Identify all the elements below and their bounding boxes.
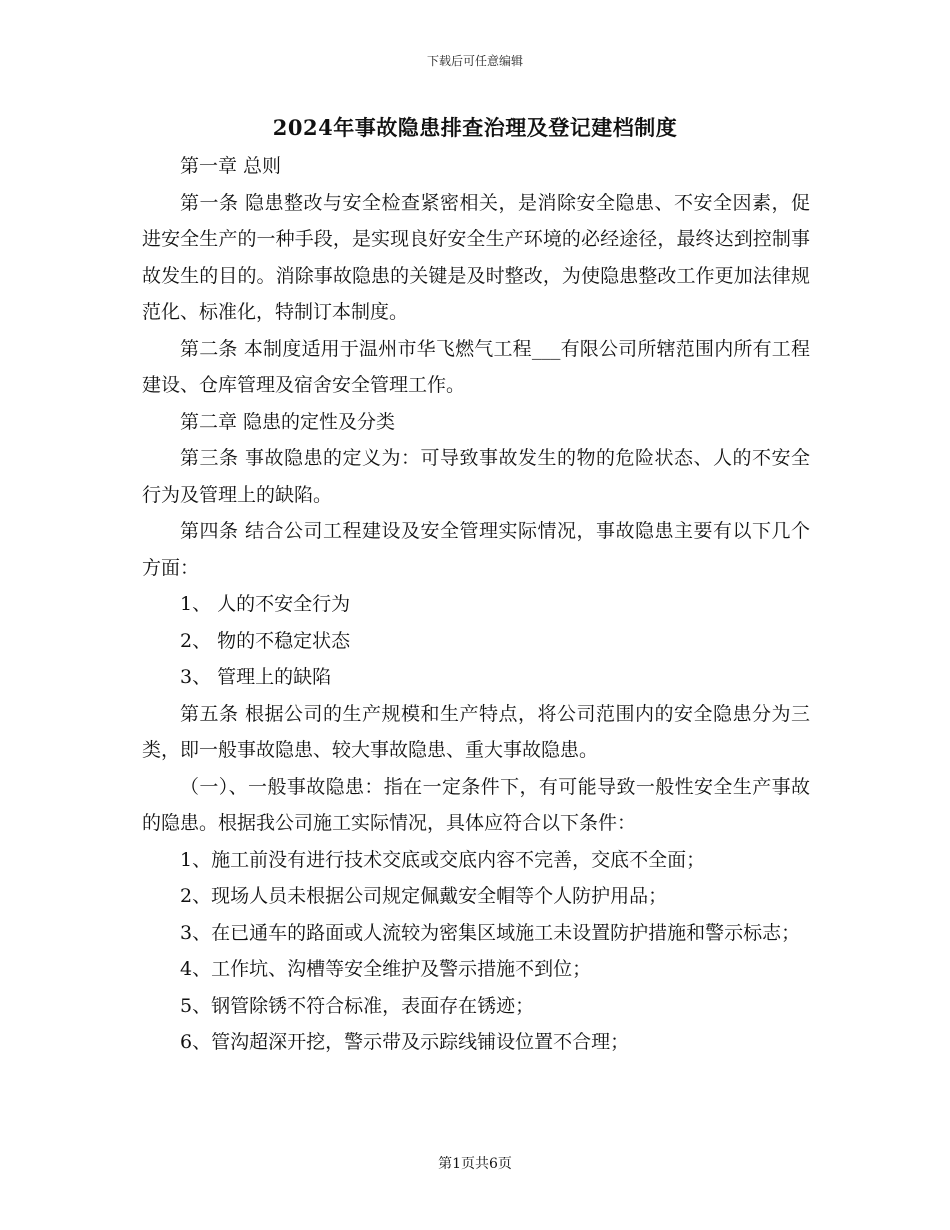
body-paragraph: 第二条 本制度适用于温州市华飞燃气工程___有限公司所辖范围内所有工程建设、仓库管理及宿舍安全管理工作。: [142, 337, 810, 396]
list-item: 2、 物的不稳定状态: [180, 629, 351, 652]
list-item: 6、管沟超深开挖，警示带及示踪线铺设位置不合理；: [180, 1031, 630, 1053]
chapter-heading: 第一章 总则: [180, 155, 282, 177]
document-body: [142, 148, 810, 1061]
list-item: 3、 管理上的缺陷: [180, 666, 332, 688]
body-paragraph: 第三条 事故隐患的定义为：可导致事故发生的物的危险状态、人的不安全行为及管理上的缺陷。: [142, 447, 810, 506]
body-paragraph: 第四条 结合公司工程建设及安全管理实际情况，事故隐患主要有以下几个方面：: [142, 520, 810, 579]
chapter-heading: 第二章 隐患的定性及分类: [180, 410, 396, 433]
page-number-footer: 第1页共6页: [438, 1156, 512, 1172]
list-item: 5、钢管除锈不符合标准，表面存在锈迹；: [180, 994, 535, 1017]
list-item: 1、 人的不安全行为: [180, 593, 351, 615]
list-item: 2、现场人员未根据公司规定佩戴安全帽等个人防护用品；: [180, 885, 668, 907]
body-paragraph: （一）、一般事故隐患：指在一定条件下，有可能导致一般性安全生产事故的隐患。根据我公司施工实际情况，具体应符合以下条件：: [142, 775, 810, 834]
list-item: 3、在已通车的路面或人流较为密集区域施工未设置防护措施和警示标志；: [180, 921, 801, 944]
list-item: 4、工作坑、沟槽等安全维护及警示措施不到位；: [180, 958, 592, 980]
document-title: 2024年事故隐患排查治理及登记建档制度: [272, 115, 678, 140]
body-paragraph: 第一条 隐患整改与安全检查紧密相关，是消除安全隐患、不安全因素，促进安全生产的一种手段，是实现良好安全生产环境的必经途径，最终达到控制事故发生的目的。消除事故隐患的关键是及时整改，为使隐患整改工作更加法律规范化、标准化，特制订本制度。: [142, 191, 810, 323]
list-item: 1、施工前没有进行技术交底或交底内容不完善，交底不全面；: [180, 848, 706, 871]
body-paragraph: 第五条 根据公司的生产规模和生产特点，将公司范围内的安全隐患分为三类，即一般事故隐患、较大事故隐患、重大事故隐患。: [142, 702, 810, 761]
header-note: 下载后可任意编辑: [426, 54, 523, 68]
